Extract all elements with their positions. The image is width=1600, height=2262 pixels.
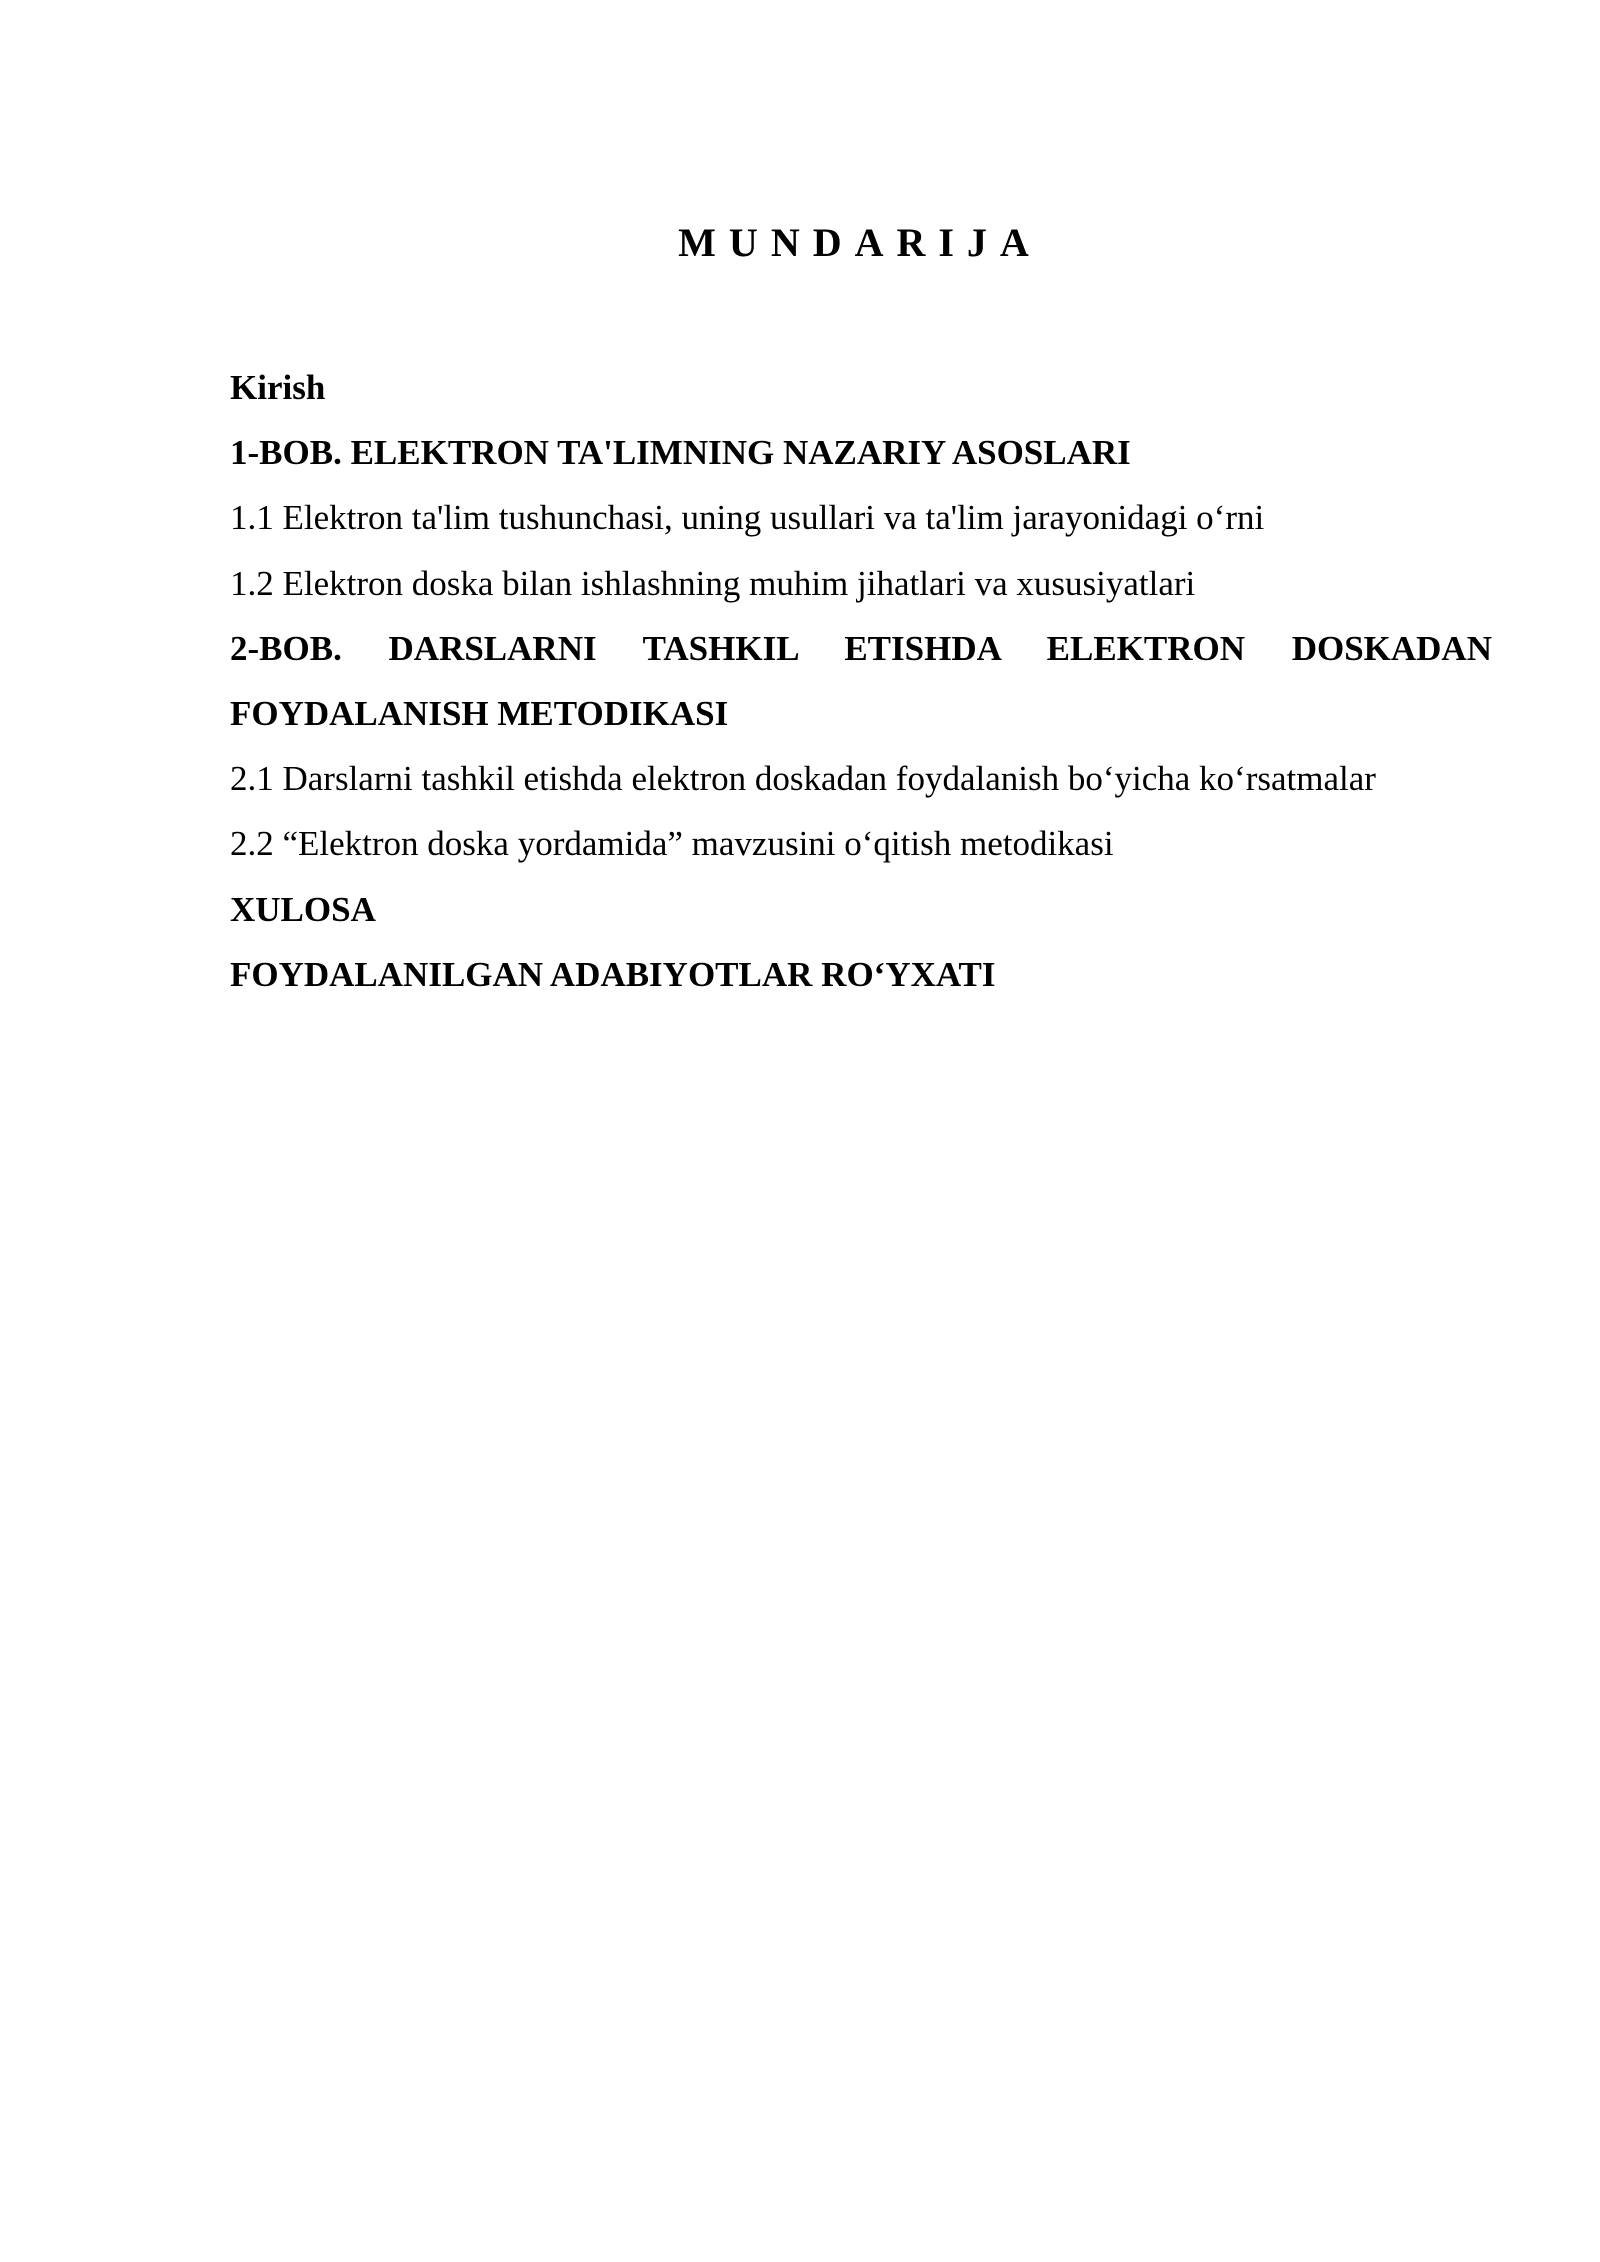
toc-entry-section-2-1: 2.1 Darslarni tashkil etishda elektron doskadan foydalanish bo‘yicha ko‘rsatmalar [230,759,1376,799]
toc-entry-section-1-1: 1.1 Elektron ta'lim tushunchasi, uning usullari va ta'lim jarayonidagi o‘rni [230,498,1265,538]
toc-entry-section-1-2: 1.2 Elektron doska bilan ishlashning muhim jihatlari va xususiyatlari [230,563,1196,603]
toc-entry-chapter-2: 2-BOB. DARSLARNI TASHKIL ETISHDA ELEKTRON DOSKADAN FOYDALANISH METODIKASI [230,628,1492,734]
toc-entry-conclusion: XULOSA [230,889,376,929]
toc-entry-references: FOYDALANILGAN ADABIYOTLAR RO‘YXATI [230,954,996,994]
table-of-contents [230,355,1492,1007]
toc-entry-section-2-2: 2.2 “Elektron doska yordamida” mavzusini o‘qitish metodikasi [230,824,1114,864]
toc-entry-introduction: Kirish [230,368,326,407]
toc-entry-chapter-1: 1-BOB. ELEKTRON TA'LIMNING NAZARIY ASOSLARI [230,433,1131,473]
page-title: MUNDARIJA [678,220,1042,265]
